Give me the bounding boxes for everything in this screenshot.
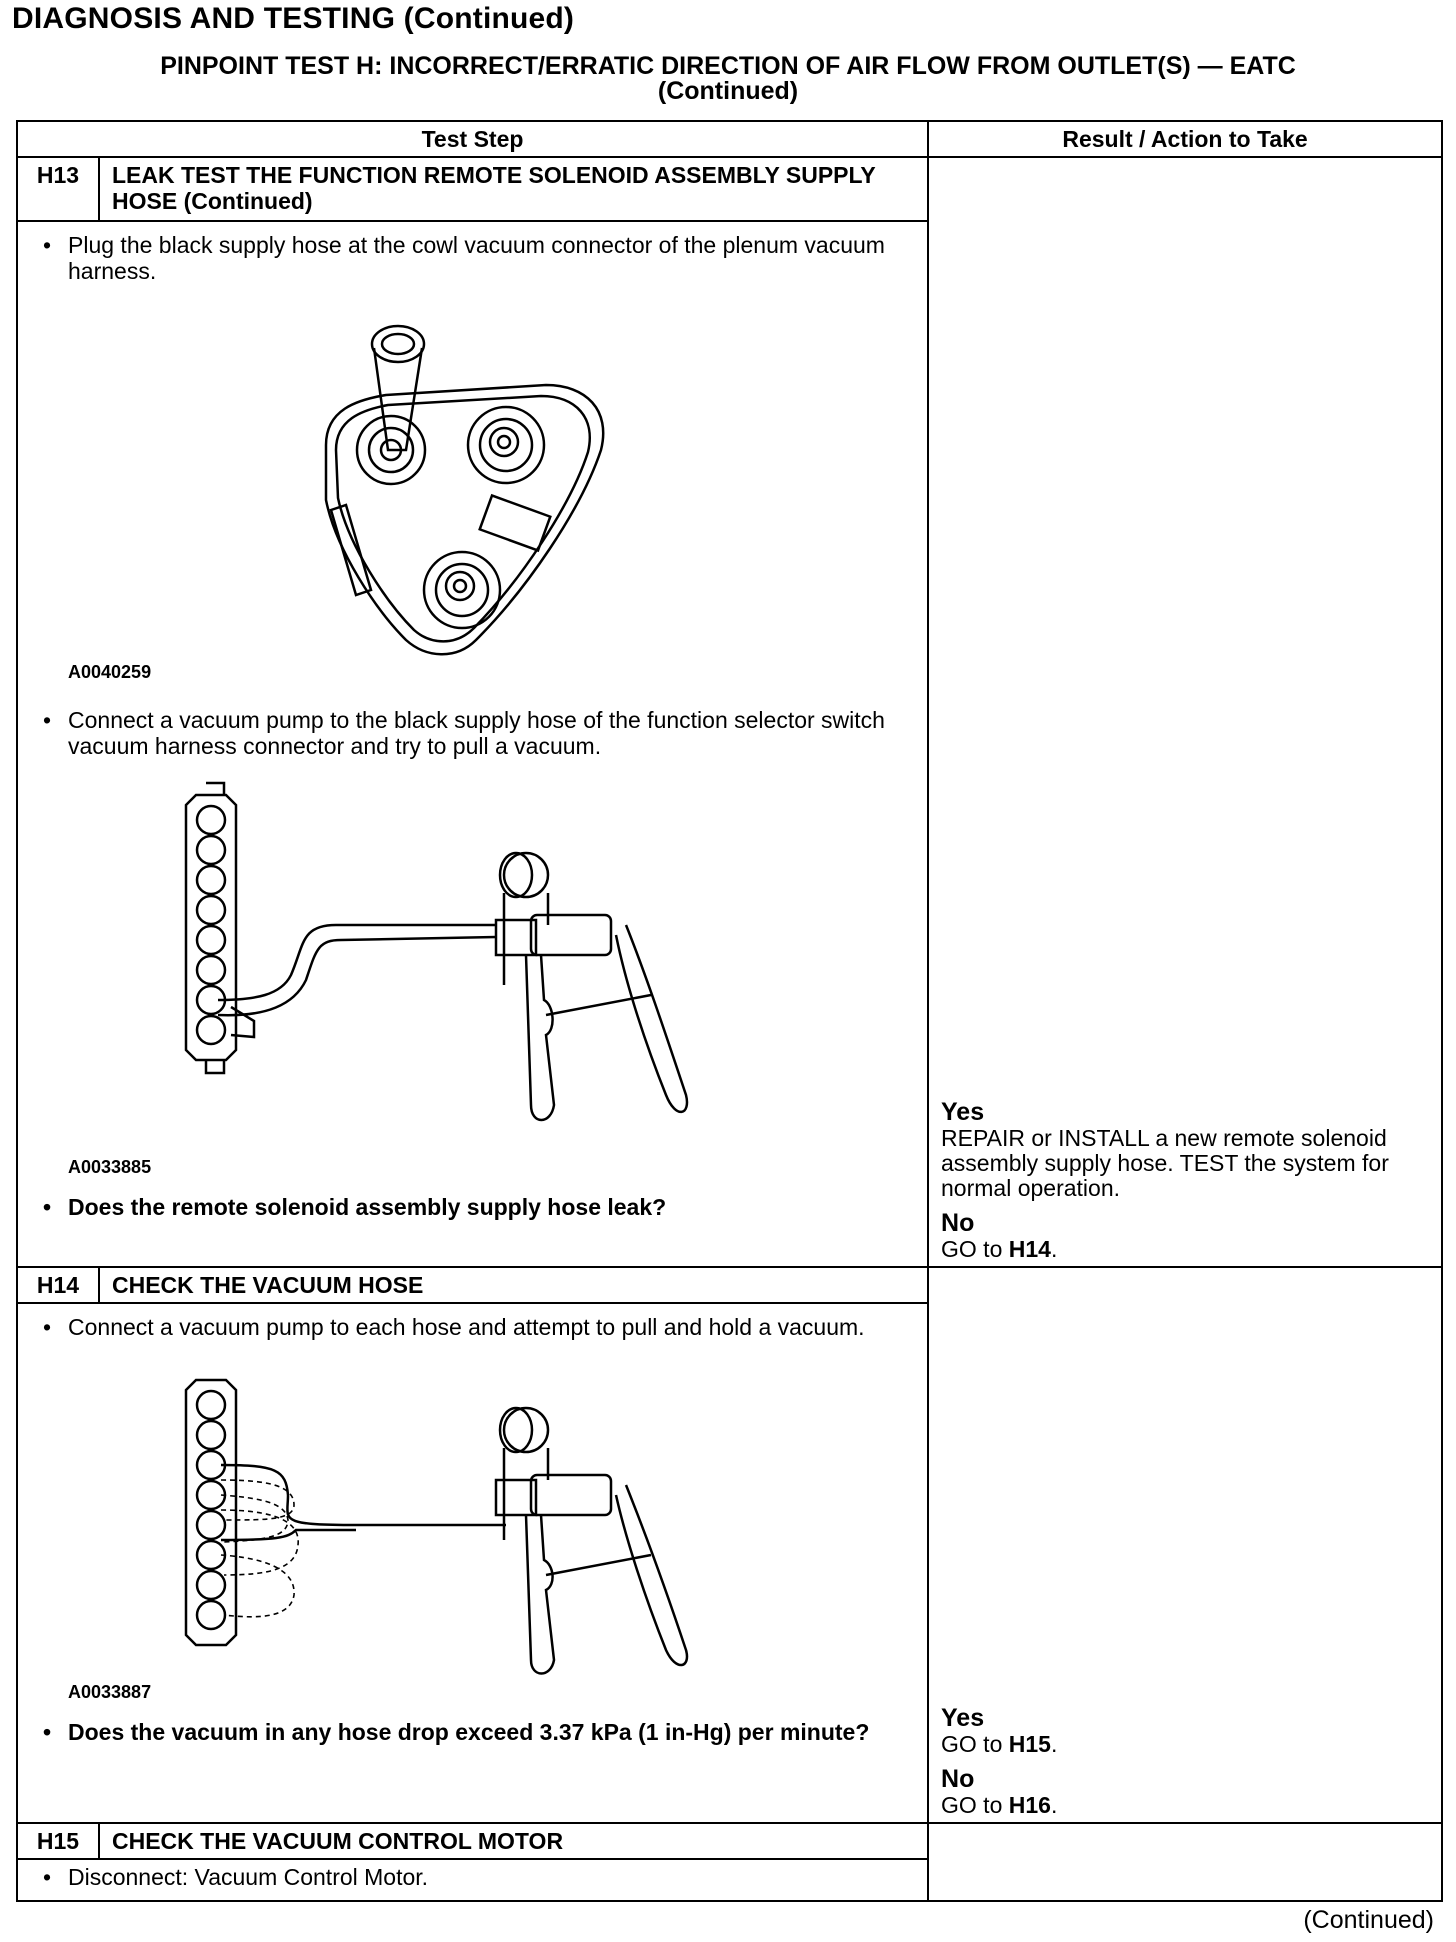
- result-cell-h13: [928, 157, 1442, 1267]
- page-title: DIAGNOSIS AND TESTING (Continued): [12, 2, 575, 35]
- table-header-row: [17, 121, 1442, 157]
- bullet-h15-1: • Disconnect: Vacuum Control Motor.: [42, 1864, 429, 1890]
- result-cell-h14: [928, 1267, 1442, 1823]
- result-block-h14: [941, 1704, 1431, 1818]
- link-h14[interactable]: H14: [1008, 1236, 1051, 1262]
- pinpoint-test-title: [20, 54, 1436, 104]
- link-h16[interactable]: H16: [1008, 1792, 1051, 1818]
- no-action-h14: GO to H16.: [941, 1792, 1058, 1818]
- step-row-h13-title: [17, 157, 1442, 221]
- result-block-h13: [941, 1098, 1431, 1262]
- question-h13: • Does the remote solenoid assembly supply hose leak?: [42, 1194, 667, 1220]
- test-title-line1: PINPOINT TEST H: INCORRECT/ERRATIC DIRECTION OF AIR FLOW FROM OUTLET(S) — EATC: [160, 52, 1296, 80]
- yes-action-h14: GO to H15.: [941, 1731, 1058, 1757]
- bullet-h13-2: • Connect a vacuum pump to the black supply hose of the function selector switch vacuum harness connector and try to pull a vacuum.: [42, 707, 885, 759]
- result-cell-h15: [928, 1823, 1442, 1901]
- step-content-h13: [17, 221, 928, 1267]
- step-row-h15-title: [17, 1823, 1442, 1859]
- vacuum-pump-illustration: [26, 775, 846, 1155]
- figure-h13-2: [26, 775, 919, 1155]
- figure-id-h13-1: A0040259: [68, 662, 152, 682]
- vacuum-pump-multi-hose-illustration: [26, 1370, 846, 1680]
- no-label-h13: No: [941, 1209, 975, 1237]
- pinpoint-test-table: [16, 120, 1443, 1902]
- col-header-test-step: Test Step: [17, 121, 928, 157]
- step-content-h15: [17, 1859, 928, 1901]
- question-h14: • Does the vacuum in any hose drop exceed 3.37 kPa (1 in-Hg) per minute?: [42, 1719, 870, 1745]
- step-title-h14: CHECK THE VACUUM HOSE: [99, 1267, 928, 1303]
- step-id-h13: H13: [17, 157, 99, 221]
- step-id-h14: H14: [17, 1267, 99, 1303]
- yes-action-h13: REPAIR or INSTALL a new remote solenoid assembly supply hose. TEST the system for normal operation.: [941, 1125, 1389, 1201]
- link-h15[interactable]: H15: [1008, 1731, 1051, 1757]
- col-header-result: Result / Action to Take: [928, 121, 1442, 157]
- step-id-h15: H15: [17, 1823, 99, 1859]
- no-action-h13: GO to H14.: [941, 1236, 1058, 1262]
- no-label-h14: No: [941, 1765, 975, 1793]
- step-title-h13: LEAK TEST THE FUNCTION REMOTE SOLENOID ASSEMBLY SUPPLY HOSE (Continued): [99, 157, 928, 221]
- figure-id-h14: A0033887: [68, 1682, 152, 1702]
- figure-h13-1: [26, 300, 919, 660]
- bullet-h14-1: • Connect a vacuum pump to each hose and attempt to pull and hold a vacuum.: [42, 1314, 865, 1340]
- yes-label-h14: Yes: [941, 1704, 985, 1732]
- figure-id-h13-2: A0033885: [68, 1157, 152, 1177]
- cowl-connector-illustration: [26, 300, 846, 660]
- step-title-h15: CHECK THE VACUUM CONTROL MOTOR: [99, 1823, 928, 1859]
- bullet-h13-1: • Plug the black supply hose at the cowl vacuum connector of the plenum vacuum harness.: [42, 232, 885, 284]
- step-content-h14: [17, 1303, 928, 1823]
- step-row-h14-title: [17, 1267, 1442, 1303]
- continued-footer: (Continued): [1303, 1906, 1434, 1934]
- figure-h14: [26, 1370, 919, 1680]
- test-title-line2: (Continued): [657, 77, 799, 105]
- yes-label-h13: Yes: [941, 1098, 985, 1126]
